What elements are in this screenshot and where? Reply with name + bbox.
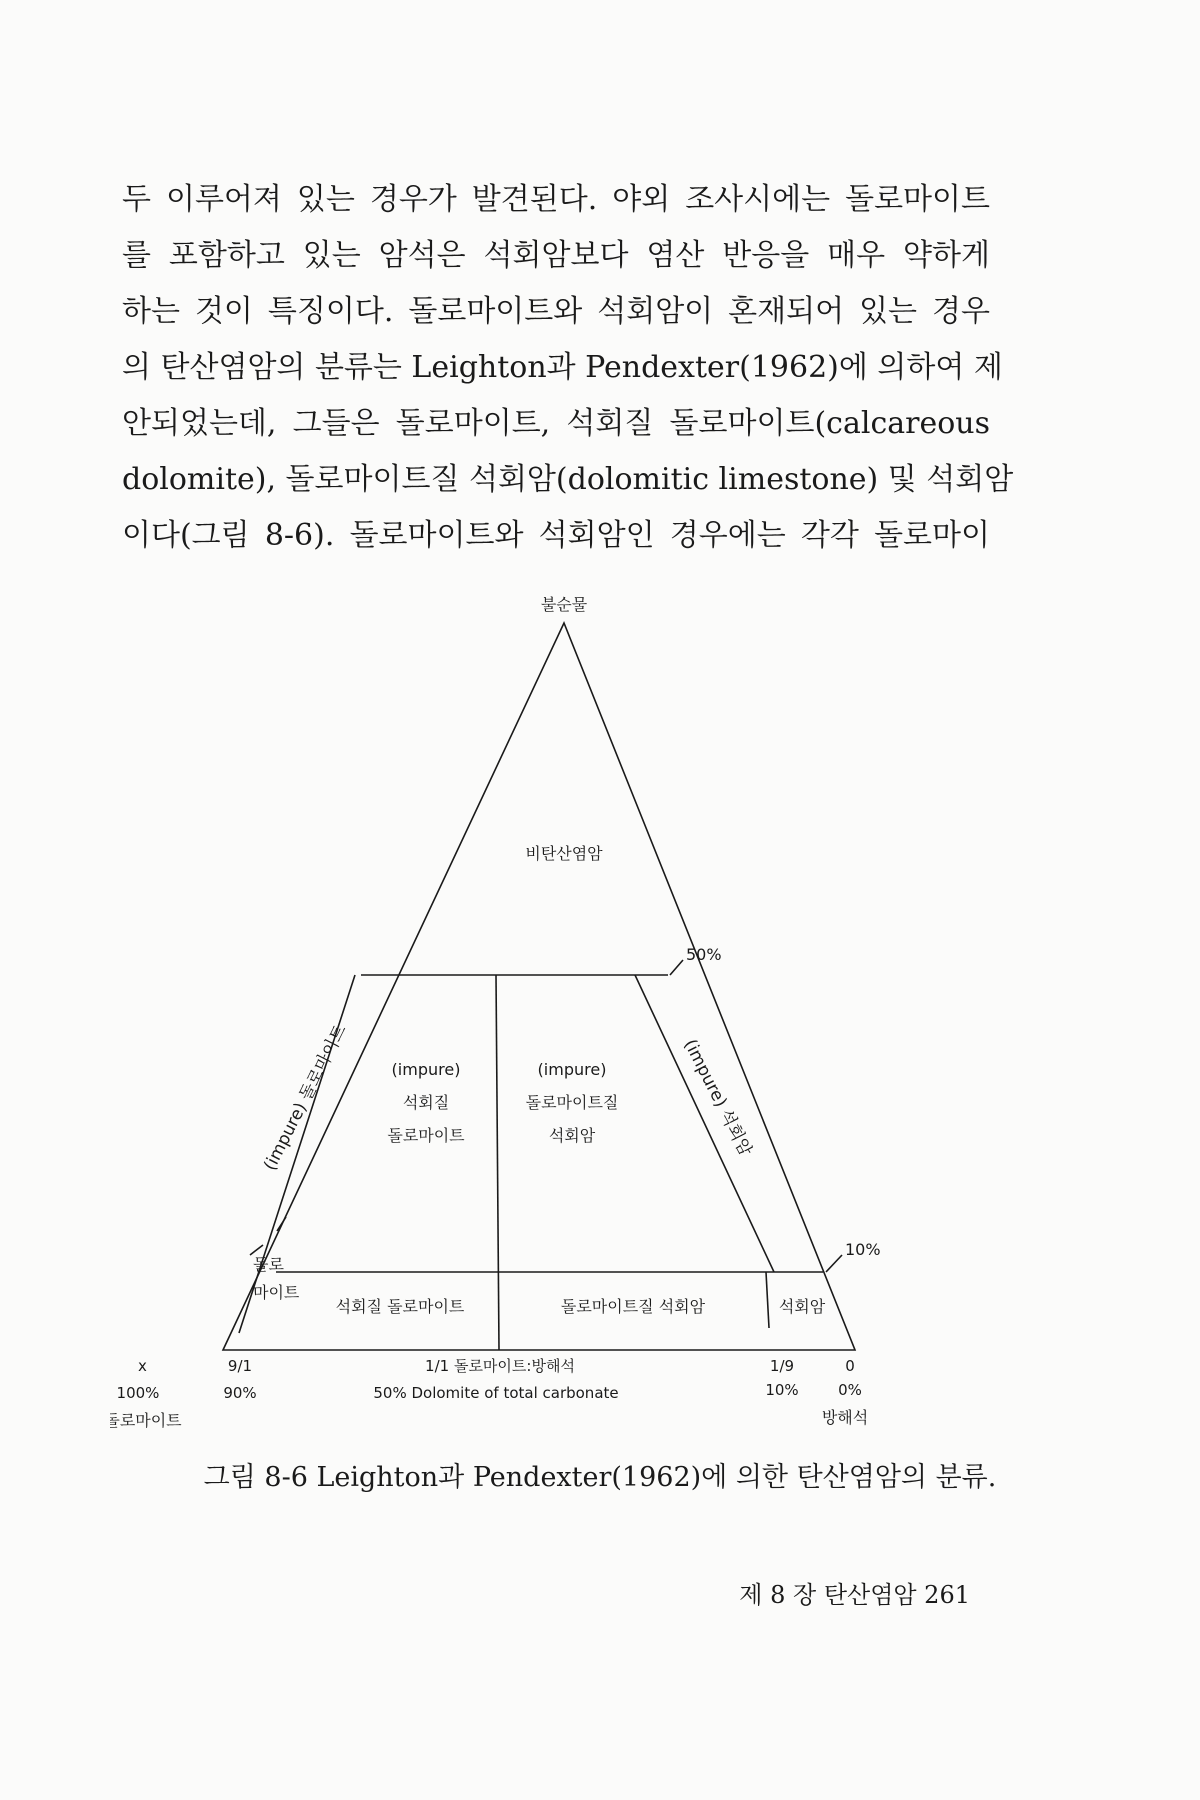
region-dolomitic-limestone-2: 돌로마이트질 bbox=[525, 1093, 619, 1112]
pct-10-label: 10% bbox=[845, 1240, 881, 1259]
text-line: dolomite), 돌로마이트질 석회암(dolomitic limestone) 및 석회암 bbox=[122, 462, 1014, 497]
region-calcareous-dolomite-1: (impure) bbox=[391, 1060, 461, 1079]
body-text bbox=[122, 172, 1014, 564]
ratio-1-1-line bbox=[496, 975, 499, 1350]
leader-dolomite-label bbox=[250, 1245, 263, 1255]
pct-50-label: 50% bbox=[686, 945, 722, 964]
classification-figure bbox=[110, 555, 1010, 1455]
axis-pct-90: 90% bbox=[223, 1384, 257, 1402]
text-line: 두 이루어져 있는 경우가 발견된다. 야외 조사시에는 돌로마이트 bbox=[122, 182, 990, 217]
text-line: 이다(그림 8-6). 돌로마이트와 석회암인 경우에는 각각 돌로마이 bbox=[122, 518, 990, 553]
apex-label: 불순물 bbox=[540, 595, 588, 614]
leader-dolomite-tick bbox=[277, 1217, 286, 1231]
limestone-1-9-lower-line bbox=[766, 1272, 769, 1328]
limestone-1-9-line bbox=[635, 975, 774, 1272]
axis-pct-0: 0% bbox=[838, 1381, 862, 1399]
axis-ratio-9-1: 9/1 bbox=[227, 1357, 253, 1375]
text-line: 안되었는데, 그들은 돌로마이트, 석회질 돌로마이트(calcareous bbox=[122, 406, 990, 441]
cell-dolomitic-limestone: 돌로마이트질 석회암 bbox=[560, 1297, 706, 1316]
axis-zero: 0 bbox=[845, 1357, 855, 1375]
figure-caption: 그림 8-6 Leighton과 Pendexter(1962)에 의한 탄산염암의 분류. bbox=[203, 1462, 997, 1493]
region-calcareous-dolomite-3: 돌로마이트 bbox=[387, 1126, 465, 1145]
axis-x-mark: x bbox=[138, 1357, 147, 1375]
page-footer: 제 8 장 탄산염암 261 bbox=[739, 1581, 970, 1609]
leader-50pct bbox=[670, 960, 683, 975]
region-dolomitic-limestone-1: (impure) bbox=[537, 1060, 607, 1079]
band-impure-limestone: (impure) 석회암 bbox=[679, 1036, 756, 1160]
text-line: 를 포함하고 있는 암석은 석회암보다 염산 반응을 매우 약하게 bbox=[122, 238, 990, 273]
classification-diagram bbox=[110, 555, 1010, 1455]
leader-10pct bbox=[826, 1255, 842, 1272]
text-line: 의 탄산염암의 분류는 Leighton과 Pendexter(1962)에 의하여 제 bbox=[122, 350, 1003, 385]
axis-end-dolomite: 돌로마이트 bbox=[110, 1411, 182, 1430]
region-non-carbonate: 비탄산염암 bbox=[525, 844, 603, 863]
text-line: 하는 것이 특징이다. 돌로마이트와 석회암이 혼재되어 있는 경우 bbox=[122, 294, 990, 329]
cell-limestone: 석회암 bbox=[778, 1297, 826, 1316]
cell-calcareous-dolomite: 석회질 돌로마이트 bbox=[335, 1297, 465, 1316]
axis-center-note: 50% Dolomite of total carbonate bbox=[373, 1384, 619, 1402]
cell-dolomite-2: 마이트 bbox=[253, 1283, 300, 1302]
axis-pct-10: 10% bbox=[765, 1381, 799, 1399]
axis-end-calcite: 방해석 bbox=[821, 1408, 869, 1427]
band-impure-dolomite: (impure) 돌로마이트 bbox=[260, 1021, 351, 1174]
axis-ratio-1-9: 1/9 bbox=[769, 1357, 795, 1375]
axis-ratio-1-1: 1/1 돌로마이트:방해석 bbox=[425, 1357, 575, 1375]
cell-dolomite-1: 돌로 bbox=[253, 1255, 284, 1274]
axis-pct-100: 100% bbox=[116, 1384, 160, 1402]
region-dolomitic-limestone-3: 석회암 bbox=[548, 1126, 596, 1145]
region-calcareous-dolomite-2: 석회질 bbox=[402, 1093, 450, 1112]
